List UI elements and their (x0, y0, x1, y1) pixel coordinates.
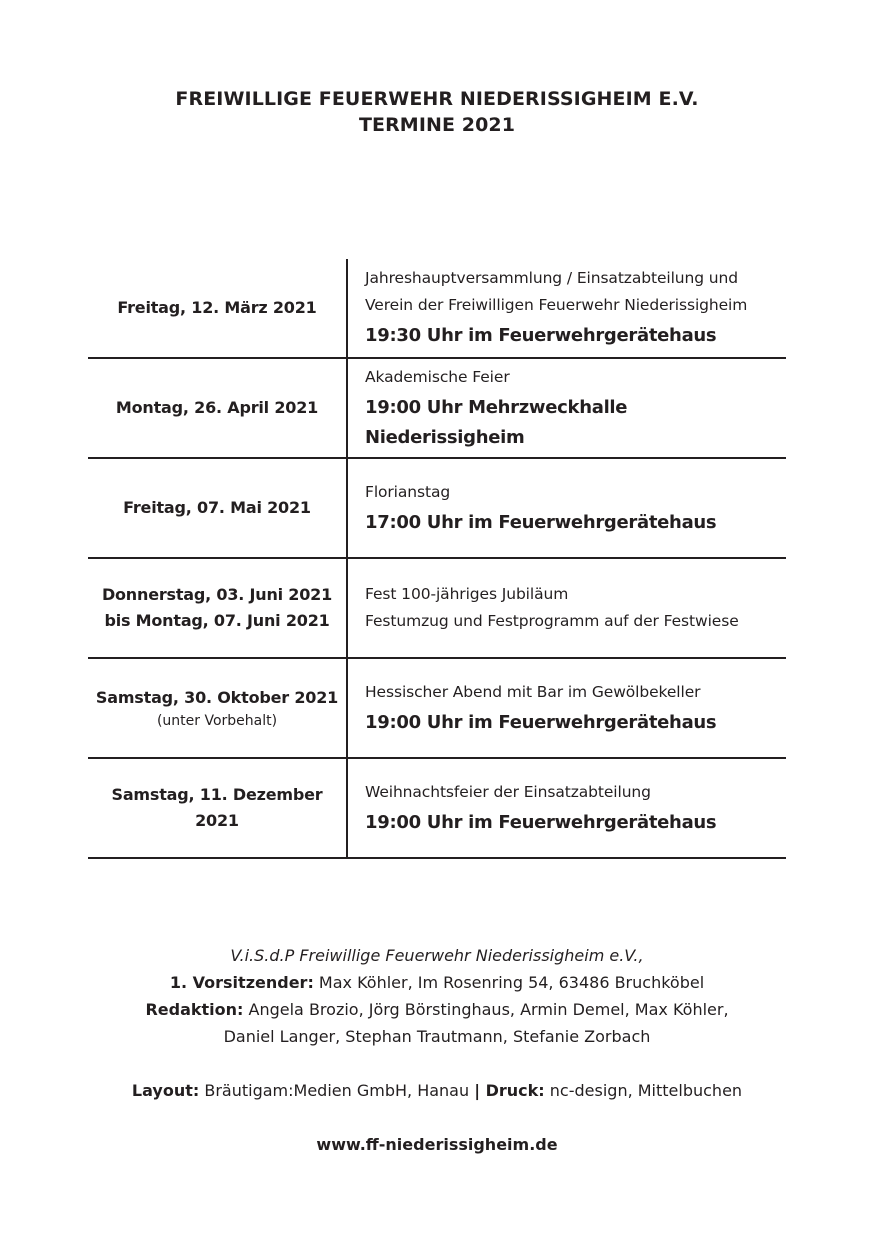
event-row (88, 659, 786, 759)
chair-label: 1. Vorsitzender: (169, 973, 314, 992)
event-description: Fest 100-jähriges Jubiläum (365, 585, 569, 603)
event-date-cell (88, 559, 348, 657)
event-detail-cell (348, 359, 786, 457)
website-link[interactable]: www.ff-niederissigheim.de (316, 1135, 558, 1154)
chair-value: Max Köhler, Im Rosenring 54, 63486 Bruchköbel (313, 973, 705, 992)
event-detail-cell (348, 559, 786, 657)
print-value: nc-design, Mittelbuchen (544, 1081, 743, 1100)
layout-value: Bräutigam:Medien GmbH, Hanau (199, 1081, 475, 1100)
events-table (88, 259, 786, 859)
event-description: Jahreshauptversammlung / Einsatzabteilung und (365, 269, 738, 287)
event-description: Akademische Feier (365, 367, 510, 386)
event-date: bis Montag, 07. Juni 2021 (104, 611, 330, 630)
event-date-cell (88, 259, 348, 357)
event-time-location: 19:30 Uhr im Feuerwehrgerätehaus (365, 325, 717, 346)
event-detail-cell (348, 259, 786, 357)
event-date-cell (88, 659, 348, 757)
editors-label: Redaktion: (145, 1000, 244, 1019)
print-label: Druck: (480, 1081, 545, 1100)
event-description: Verein der Freiwilligen Feuerwehr Niederissigheim (365, 296, 748, 314)
event-row (88, 459, 786, 559)
page-subtitle: TERMINE 2021 (358, 114, 516, 136)
event-time-location: 17:00 Uhr im Feuerwehrgerätehaus (365, 511, 717, 533)
event-date: Samstag, 11. Dezember 2021 (111, 785, 323, 830)
event-date: Freitag, 12. März 2021 (117, 298, 317, 317)
event-date: Montag, 26. April 2021 (115, 398, 319, 417)
event-date-cell (88, 359, 348, 457)
event-row (88, 259, 786, 359)
event-row (88, 359, 786, 459)
event-description: Weihnachtsfeier der Einsatzabteilung (365, 782, 651, 801)
event-description: Florianstag (365, 482, 451, 501)
event-detail-cell (348, 459, 786, 557)
event-time-location: 19:00 Uhr im Feuerwehrgerätehaus (365, 811, 717, 833)
event-date: Donnerstag, 03. Juni 2021 (101, 585, 333, 604)
event-date: Samstag, 30. Oktober 2021 (95, 688, 339, 707)
event-time-location: 19:00 Uhr im Feuerwehrgerätehaus (365, 711, 717, 733)
imprint-visdp: V.i.S.d.P Freiwillige Feuerwehr Niederissigheim e.V., (230, 946, 644, 965)
page-title: FREIWILLIGE FEUERWEHR NIEDERISSIGHEIM E.V. (175, 88, 699, 110)
event-row (88, 559, 786, 659)
editors-value: Angela Brozio, Jörg Börstinghaus, Armin Demel, Max Köhler, (243, 1000, 729, 1019)
event-date-cell (88, 459, 348, 557)
event-detail-cell (348, 759, 786, 857)
imprint-editors-cont: Daniel Langer, Stephan Trautmann, Stefanie Zorbach (223, 1027, 651, 1046)
event-description: Festumzug und Festprogramm auf der Festwiese (365, 612, 739, 630)
separator: | (474, 1081, 481, 1100)
event-date-note: (unter Vorbehalt) (156, 713, 278, 729)
event-date-cell (88, 759, 348, 857)
imprint (0, 942, 874, 1158)
page-header (0, 86, 874, 138)
event-row (88, 759, 786, 859)
event-time-location: 19:00 Uhr Mehrzweckhalle Niederissigheim (365, 396, 628, 448)
event-detail-cell (348, 659, 786, 757)
event-description: Hessischer Abend mit Bar im Gewölbekeller (365, 682, 701, 701)
imprint-chair (0, 969, 874, 996)
event-date: Freitag, 07. Mai 2021 (123, 498, 311, 517)
imprint-editors (0, 996, 874, 1023)
imprint-production (0, 1077, 874, 1104)
layout-label: Layout: (131, 1081, 200, 1100)
